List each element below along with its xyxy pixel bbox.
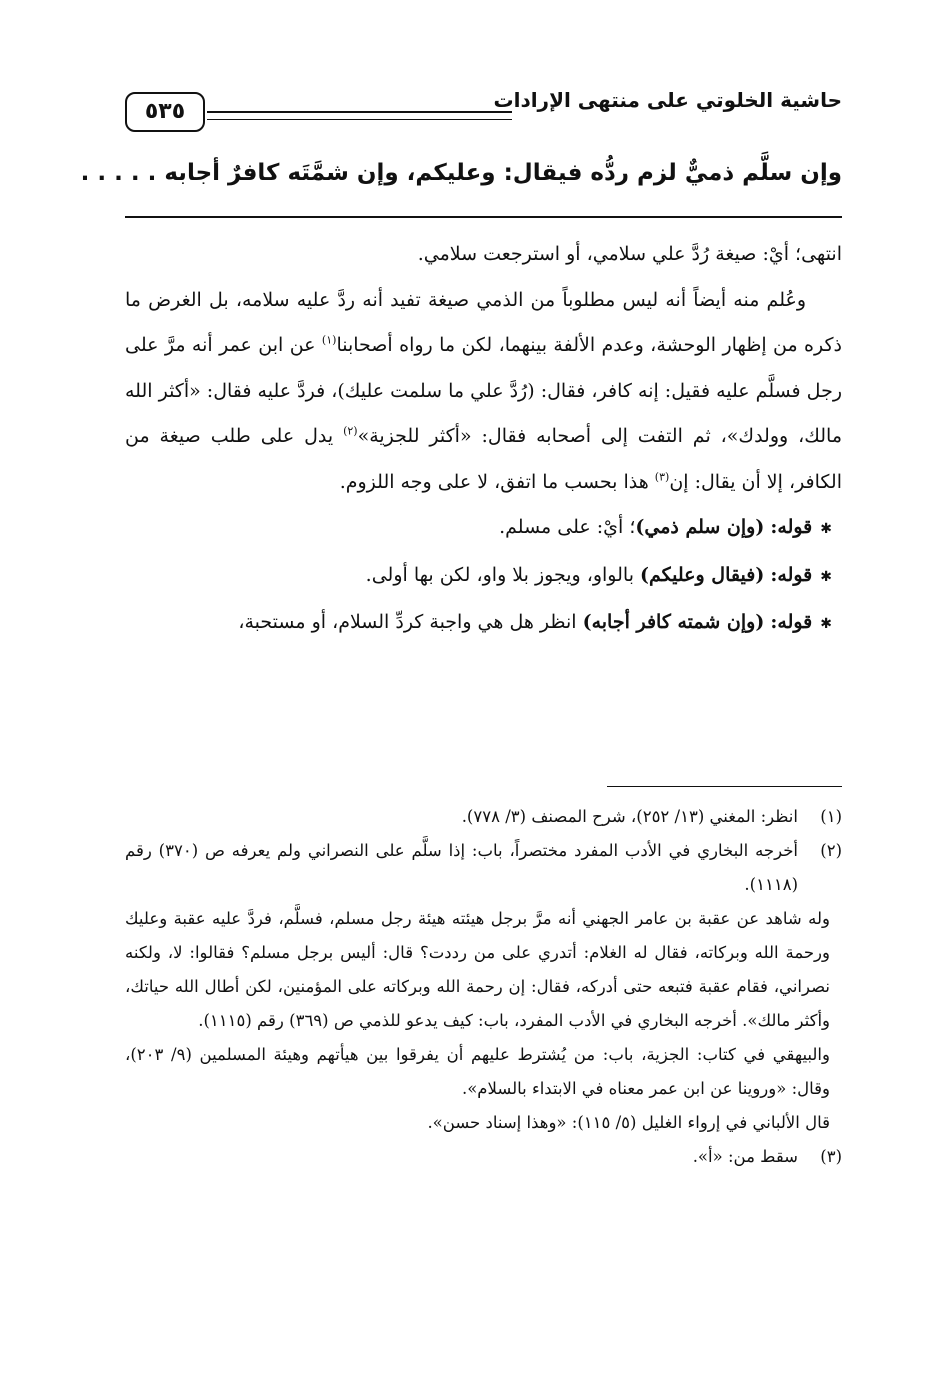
page-header [125, 88, 842, 138]
comment-1-text: ؛ أيْ: على مسلم. [499, 516, 636, 538]
comment-2-text: بالواو، ويجوز بلا واو، لكن بها أولى. [365, 563, 641, 586]
footnote-separator [607, 786, 842, 787]
running-title: حاشية الخلوتي على منتهى الإرادات [493, 88, 842, 112]
comment-2-quote: (فيقال وعليكم) [640, 563, 765, 586]
commentary-body [125, 232, 842, 648]
comment-3 [125, 600, 842, 648]
paragraph-2-part-b: عن ابن عمر أنه مرَّ على رجل فسلَّم عليه فقيل: إنه كافر، فقال: (رُدَّ علي ما سلمت عليك)، فردَّ عليه فقال: «أكثر الله مالك، وولدك»، ثم التفت إلى أصحابه فقال: «أكثر للجزية» [125, 334, 843, 447]
comment-1-label: قوله: [770, 516, 813, 538]
page-number: ٥٣٥ [125, 92, 205, 132]
footnote-2-number: (٢) [820, 841, 842, 860]
paragraph-2 [125, 278, 842, 506]
footnote-2-continuation-2: والبيهقي في كتاب: الجزية، باب: من يُشترط عليهم أن يفرقوا بين هيأتهم وهيئة المسلمين (٩/ ٢٠٣)، وقال: «وروينا عن ابن عمر معناه في الابتداء بالسلام». [125, 1045, 830, 1098]
star-icon: ✱ [820, 568, 832, 585]
footnote-1 [125, 800, 842, 834]
footnote-3-number: (٣) [820, 1147, 842, 1166]
comment-2-label: قوله: [770, 563, 813, 586]
paragraph-2-part-d: هذا بحسب ما اتفق، لا على وجه اللزوم. [339, 470, 655, 493]
footnote-1-number: (١) [820, 807, 842, 826]
header-rule [207, 111, 512, 120]
comment-3-quote: (وإن شمته كافر أجابه) [582, 611, 765, 633]
star-icon: ✱ [820, 616, 832, 632]
footnote-ref-1[interactable]: (١) [321, 333, 337, 347]
comment-3-label: قوله: [770, 611, 813, 633]
footnote-2 [125, 834, 842, 902]
paragraph-1: انتهى؛ أيْ: صيغة رُدَّ علي سلامي، أو استرجعت سلامي. [417, 243, 842, 265]
matn-rule [125, 216, 842, 218]
footnote-3 [125, 1140, 842, 1174]
comment-1 [125, 505, 842, 553]
footnote-2-continuation-3: قال الألباني في إرواء الغليل (٥/ ١١٥): «وهذا إسناد حسن». [427, 1113, 830, 1132]
matn-text: وإن سلَّم ذميٌّ لزم ردُّه فيقال: وعليكم، وإن شمَّتَه كافرٌ أجابه . . . . . [80, 160, 842, 186]
footnote-3-text: سقط من: «أ». [692, 1147, 798, 1166]
comment-3-text: انظر هل هي واجبة كردِّ السلام، أو مستحبة، [238, 611, 583, 633]
paragraph-2-part-c: يدل على طلب صيغة من الكافر، إلا أن يقال: إن [125, 425, 842, 493]
footnote-2-text: أخرجه البخاري في الأدب المفرد مختصراً، باب: إذا سلَّم على النصراني ولم يعرفه ص (٣٧٠) رقم (١١١٨). [125, 841, 798, 894]
footnotes [125, 800, 842, 1174]
footnote-ref-2[interactable]: (٢) [343, 424, 358, 438]
footnote-ref-3[interactable]: (٣) [654, 470, 670, 484]
footnote-2-continuation-1: وله شاهد عن عقبة بن عامر الجهني أنه مرَّ برجل هيئته هيئة رجل مسلم، فسلَّم، فردَّ عليه عقبة وعليك ورحمة الله وبركاته، فقال له الغلام: أتدري على من رددت؟ قال: أليس برجل مسلم؟ فقالوا: لا، ولكنه نصراني، فقام عقبة فتبعه حتى أدركه، فقال: إن رحمة الله وبركاته على المؤمنين، لكن أطال الله حياتك، وأكثر مالك». أخرجه البخاري في الأدب المفرد، باب: كيف يدعو للذمي ص (٣٦٩) رقم (١١١٥). [125, 909, 830, 1030]
paragraph-2-part-a: وعُلم منه أيضاً أنه ليس مطلوباً من الذمي صيغة تفيد أنه ردَّ عليه سلامه، بل الغرض ما ذكره من إظهار الوحشة، وعدم الألفة بينهما، لكن ما رواه أصحابنا [125, 288, 842, 356]
comment-1-quote: (وإن سلم ذمي) [635, 516, 765, 538]
footnote-1-text: انظر: المغني (١٣/ ٢٥٢)، شرح المصنف (٣/ ٧٧٨). [461, 807, 798, 826]
star-icon: ✱ [820, 521, 832, 537]
comment-2 [125, 553, 842, 601]
